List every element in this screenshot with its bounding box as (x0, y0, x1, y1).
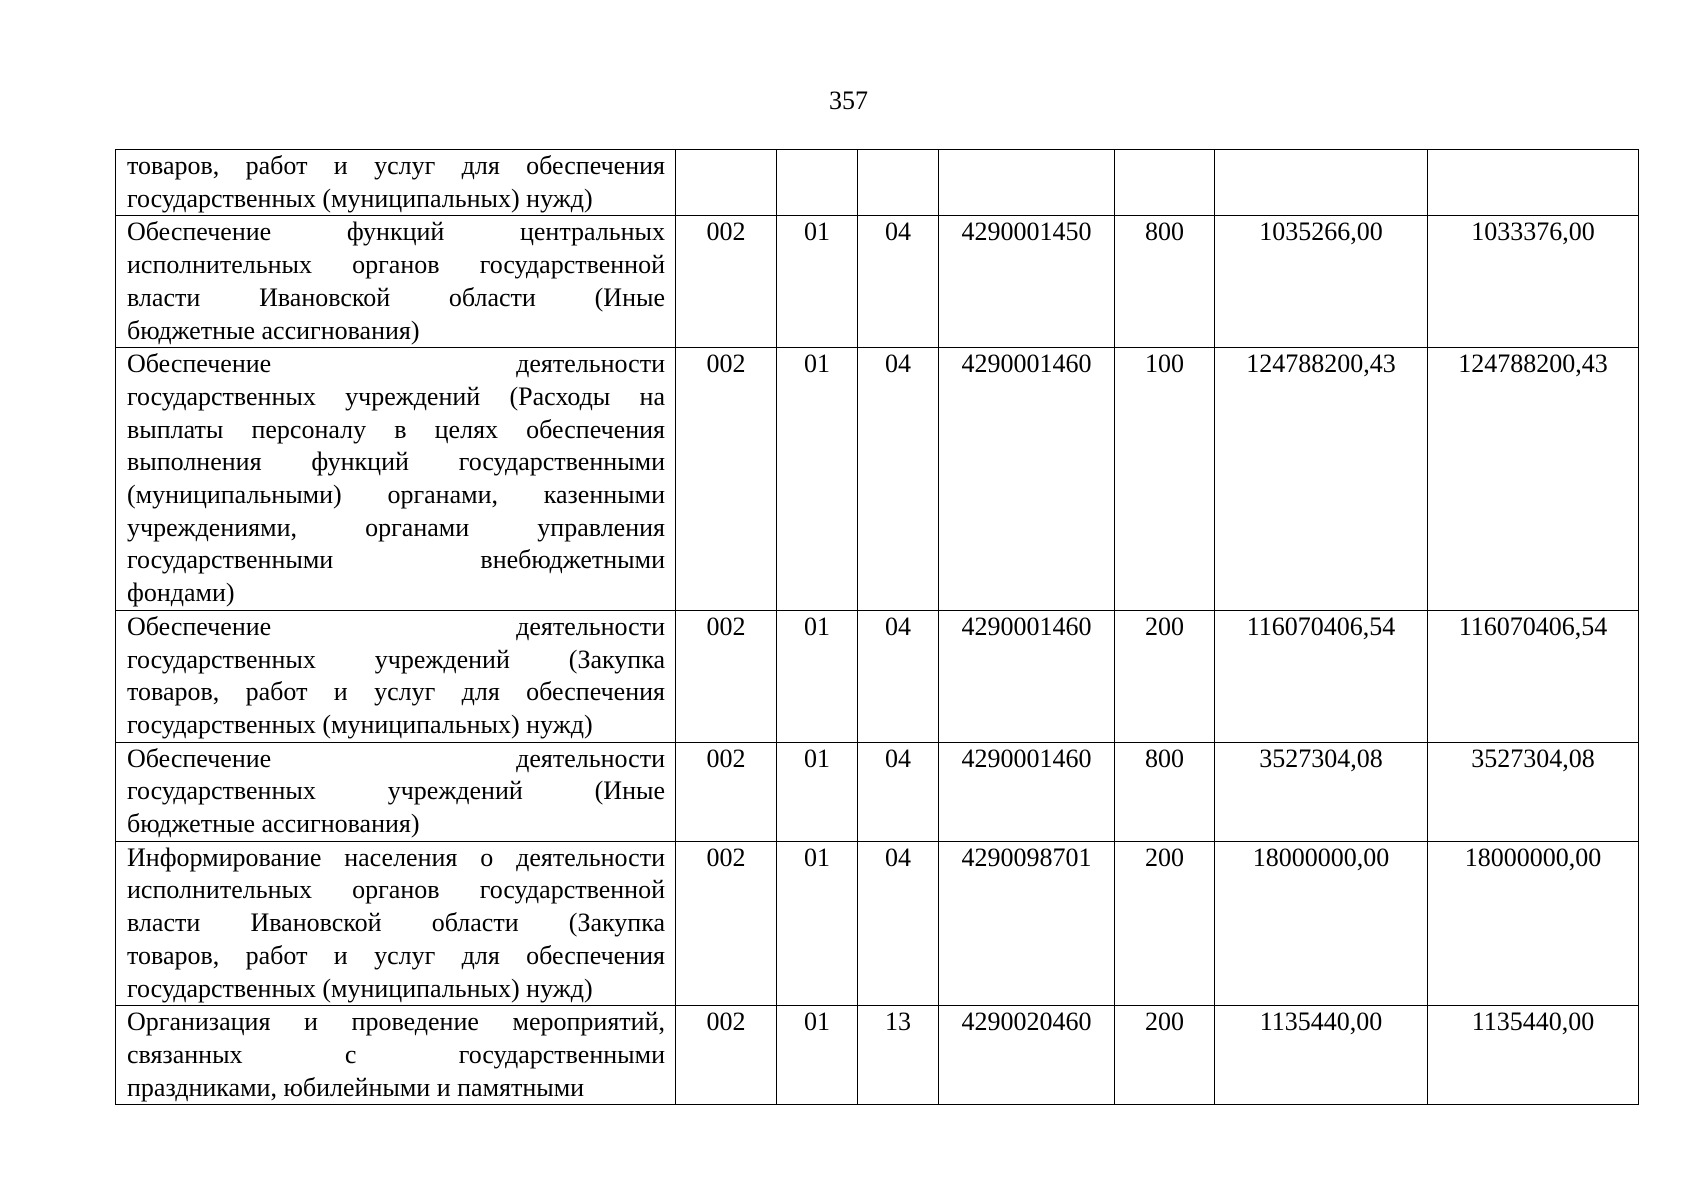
expense-description-cell (116, 348, 676, 611)
expense-description-cell (116, 610, 676, 742)
subsection-code-cell: 04 (858, 742, 939, 841)
target-article-cell: 4290001460 (939, 348, 1115, 611)
description-line: товаров, работ и услуг для обеспечения (127, 151, 665, 180)
amount-year-2-cell (1428, 150, 1639, 216)
description-line: государственными внебюджетными (127, 545, 665, 575)
target-article-cell: 4290001460 (939, 742, 1115, 841)
description-line: исполнительных органов государственной (127, 250, 665, 280)
amount-year-1-cell: 124788200,43 (1215, 348, 1428, 611)
expense-type-cell: 200 (1115, 1006, 1215, 1105)
section-code-cell: 01 (777, 1006, 858, 1105)
amount-year-1-cell: 3527304,08 (1215, 742, 1428, 841)
description-line: Обеспечение деятельности (127, 349, 665, 379)
section-code-cell: 01 (777, 216, 858, 348)
description-line: Обеспечение функций центральных (127, 217, 665, 247)
description-line: праздниками, юбилейными и памятными (127, 1072, 585, 1102)
expense-type-cell: 200 (1115, 841, 1215, 1006)
target-article-cell: 4290098701 (939, 841, 1115, 1006)
expense-description-cell (116, 216, 676, 348)
subsection-code-cell: 04 (858, 610, 939, 742)
table-body (116, 150, 1639, 1105)
subsection-code-cell: 04 (858, 841, 939, 1006)
expense-description-cell (116, 150, 676, 216)
expense-type-cell: 800 (1115, 216, 1215, 348)
description-line: государственных учреждений (Закупка (127, 644, 665, 674)
expense-type-cell: 200 (1115, 610, 1215, 742)
description-line: связанных с государственными (127, 1039, 665, 1069)
table-row (116, 841, 1639, 1006)
description-line: государственных (муниципальных) нужд) (127, 709, 593, 739)
ministry-code-cell: 002 (676, 348, 777, 611)
section-code-cell: 01 (777, 348, 858, 611)
expense-type-cell: 800 (1115, 742, 1215, 841)
expense-type-cell (1115, 150, 1215, 216)
ministry-code-cell: 002 (676, 1006, 777, 1105)
page-number: 357 (829, 86, 868, 115)
amount-year-2-cell: 1135440,00 (1428, 1006, 1639, 1105)
expense-description-cell (116, 841, 676, 1006)
ministry-code-cell: 002 (676, 841, 777, 1006)
table-row (116, 348, 1639, 611)
amount-year-2-cell: 124788200,43 (1428, 348, 1639, 611)
section-code-cell: 01 (777, 841, 858, 1006)
table-row (116, 742, 1639, 841)
description-line: власти Ивановской области (Иные (127, 282, 665, 312)
description-line: власти Ивановской области (Закупка (127, 908, 665, 938)
expense-type-cell: 100 (1115, 348, 1215, 611)
description-line: бюджетные ассигнования) (127, 809, 420, 839)
target-article-cell: 4290001460 (939, 610, 1115, 742)
budget-table (115, 149, 1639, 1105)
expense-description-cell (116, 742, 676, 841)
amount-year-2-cell: 3527304,08 (1428, 742, 1639, 841)
description-line: товаров, работ и услуг для обеспечения (127, 677, 665, 707)
description-line: бюджетные ассигнования) (127, 315, 420, 345)
description-line: выплаты персоналу в целях обеспечения (127, 414, 665, 444)
amount-year-2-cell: 18000000,00 (1428, 841, 1639, 1006)
amount-year-1-cell: 1135440,00 (1215, 1006, 1428, 1105)
description-line: исполнительных органов государственной (127, 875, 665, 905)
section-code-cell: 01 (777, 610, 858, 742)
expense-description-cell (116, 1006, 676, 1105)
subsection-code-cell (858, 150, 939, 216)
subsection-code-cell: 04 (858, 348, 939, 611)
table-row (116, 216, 1639, 348)
amount-year-1-cell (1215, 150, 1428, 216)
ministry-code-cell: 002 (676, 216, 777, 348)
target-article-cell: 4290020460 (939, 1006, 1115, 1105)
section-code-cell: 01 (777, 742, 858, 841)
description-line: государственных учреждений (Расходы на (127, 381, 665, 411)
amount-year-1-cell: 18000000,00 (1215, 841, 1428, 1006)
description-line: (муниципальными) органами, казенными (127, 480, 665, 510)
amount-year-2-cell: 1033376,00 (1428, 216, 1639, 348)
subsection-code-cell: 13 (858, 1006, 939, 1105)
amount-year-2-cell: 116070406,54 (1428, 610, 1639, 742)
amount-year-1-cell: 116070406,54 (1215, 610, 1428, 742)
description-line: учреждениями, органами управления (127, 512, 665, 542)
target-article-cell (939, 150, 1115, 216)
ministry-code-cell (676, 150, 777, 216)
description-line: государственных учреждений (Иные (127, 776, 665, 806)
description-line: государственных (муниципальных) нужд) (127, 973, 593, 1003)
table-row (116, 610, 1639, 742)
description-line: товаров, работ и услуг для обеспечения (127, 940, 665, 970)
section-code-cell (777, 150, 858, 216)
table-row (116, 1006, 1639, 1105)
table-row (116, 150, 1639, 216)
description-line: государственных (муниципальных) нужд) (127, 183, 593, 213)
subsection-code-cell: 04 (858, 216, 939, 348)
ministry-code-cell: 002 (676, 742, 777, 841)
description-line: выполнения функций государственными (127, 447, 665, 477)
ministry-code-cell: 002 (676, 610, 777, 742)
description-line: Обеспечение деятельности (127, 611, 665, 641)
description-line: Обеспечение деятельности (127, 743, 665, 773)
description-line: Организация и проведение мероприятий, (127, 1007, 665, 1037)
description-line: фондами) (127, 578, 235, 608)
description-line: Информирование населения о деятельности (127, 842, 665, 872)
target-article-cell: 4290001450 (939, 216, 1115, 348)
amount-year-1-cell: 1035266,00 (1215, 216, 1428, 348)
